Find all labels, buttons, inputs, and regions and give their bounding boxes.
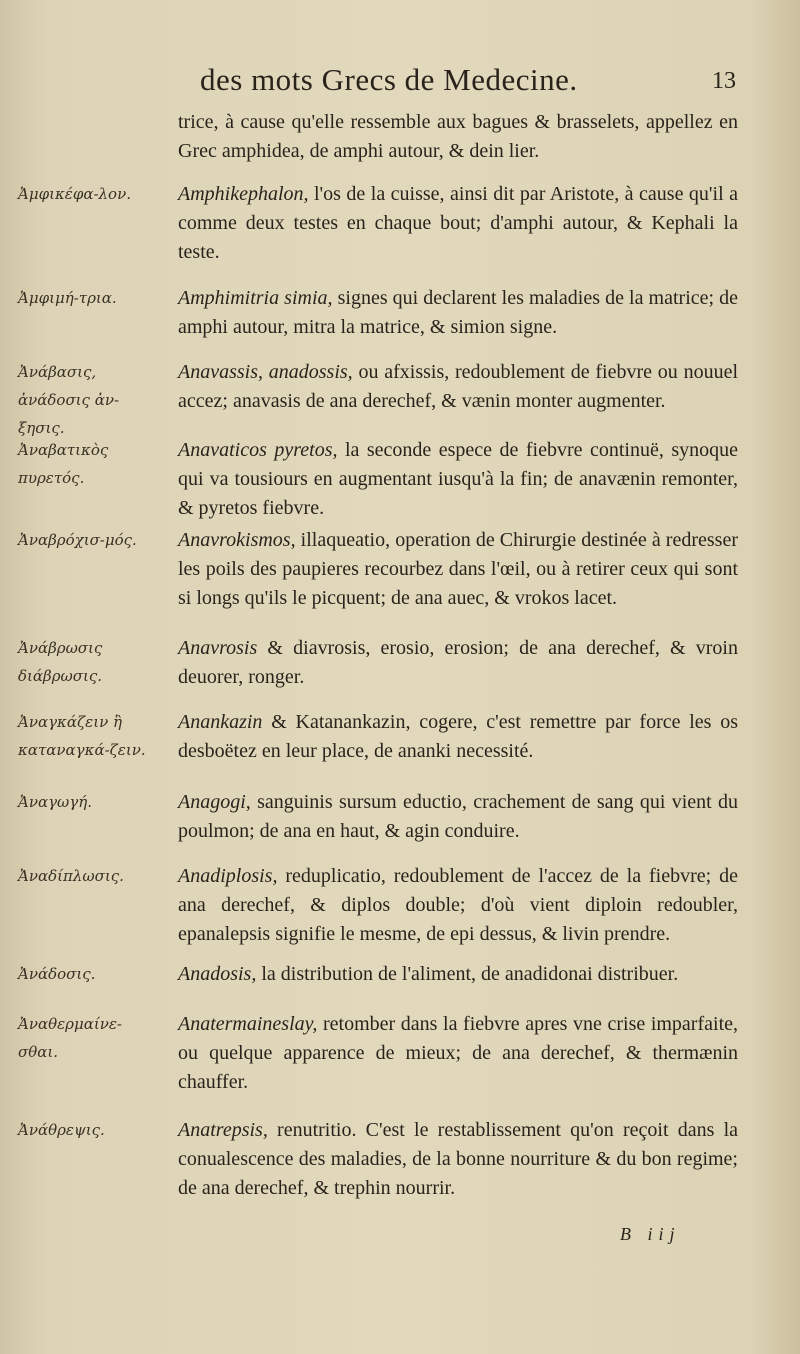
greek-headword: Ἀναθερμαίνε-σθαι. [18, 1015, 122, 1061]
entry-text: Anavaticos pyretos, la seconde espece de fiebvre continuë, synoque qui va tousiours en augmentant iusqu'à la fin; de anavænin remonter, & pyretos fiebvre. [178, 439, 738, 519]
greek-headword: Ἀναβρόχισ-μός. [18, 531, 137, 549]
greek-headword: Ἀνάδοσις. [18, 965, 96, 983]
entry-text: Anatrepsis, renutritio. C'est le restablissement qu'on reçoit dans la conualescence des maladies, de la bonne nourriture & du bon regime; de ana derechef, & trephin nourrir. [178, 1119, 738, 1199]
greek-headword: Ἀναγκάζειν ἢ καταναγκά-ζειν. [18, 713, 146, 759]
running-title: des mots Grecs de Medecine. [200, 62, 578, 97]
entry-text: Anadosis, la distribution de l'aliment, de anadidonai distribuer. [178, 963, 679, 985]
page-header [0, 62, 800, 108]
entry-text: Anavassis, anadossis, ou afxissis, redoublement de fiebvre ou nouuel accez; anavasis de ana derechef, & vænin monter augmenter. [178, 361, 739, 412]
entry-text: Anadiplosis, reduplicatio, redoublement de l'accez de la fiebvre; de ana derechef, & diplos double; d'où vient diploin redoubler, epanalepsis signifie le mesme, de epi dessus, & livin prendre. [178, 865, 738, 945]
book-page: des mots Grecs de Medecine. 13 trice, à cause qu'elle ressemble aux bagues & brasselets, appellez en Grec amphidea, de amphi autour, & dein lier. Ἀμφικέφα-λον. Amphikephalon, l'os de la cuisse, ainsi dit par Aristote, à cause qu'il a comme deux testes en chaque bout; d'amphi autour, & Kephali la teste. Ἀμφιμή-τρια. Amphimitria simia, signes qui declarent les maladies de la matrice; de amphi autour, mitra la matrice, & simion signe. Ἀνάβασις, ἀνάδοσις ἀν-ξησις. Anavassis, anadossis, ou afxissis, redoublement de fiebvre ou nouuel accez; anavasis de ana derechef, & vænin monter augmenter. Ἀναβατικὸς πυρετός. Anavaticos pyretos, la seconde espece de fiebvre continuë, synoque qui va tousiours en augmentant iusqu'à la fin; de anavænin remonter, & pyretos fiebvre. Ἀναβρόχισ-μός. Anavrokismos, illaqueatio, operation de Chirurgie destinée à redresser les poils des paupieres recourbez dans l'œil, ou à retirer ceux qui sont si longs qu'ils le picquent; de ana auec, & vrokos lacet. Ἀνάβρωσις διάβρωσις. Anavrosis & diavrosis, erosio, erosion; de ana derechef, & vroin deuorer, ronger. Ἀναγκάζειν ἢ καταναγκά-ζειν. Anankazin & Katanankazin, cogere, c'est remettre par force les os desboëtez en leur place, de ananki necessité. Ἀναγωγή. Anagogi, sanguinis sursum eductio, crachement de sang qui vient du poulmon; de ana en haut, & agin conduire. Ἀναδίπλωσις. Anadiplosis, reduplicatio, redoublement de l'accez de la fiebvre; de ana derechef, & diplos double; d'où vient diploin redoubler, epanalepsis signifie le mesme, de epi dessus, & livin prendre. Ἀνάδοσις. Anadosis, la distribution de l'aliment, de anadidonai distribuer. Ἀναθερμαίνε-σθαι. Anatermaineslay, retomber dans la fiebvre apres vne crise imparfaite, ou quelque apparence de mieux; de ana derechef, & thermænin chauffer. Ἀνάθρεψις. Anatrepsis, renutritio. C'est le restablissement qu'on reçoit dans la conualescence des maladies, de la bonne nourriture & du bon regime; de ana derechef, & trephin nourrir. B iij [0, 0, 800, 1354]
greek-headword: Ἀμφικέφα-λον. [18, 185, 131, 203]
entry-text: Anatermaineslay, retomber dans la fiebvre apres vne crise imparfaite, ou quelque apparence de mieux; de ana derechef, & thermænin chauffer. [178, 1013, 738, 1093]
greek-headword: Ἀναβατικὸς πυρετός. [18, 441, 109, 487]
greek-headword: Ἀνάβασις, ἀνάδοσις ἀν-ξησις. [18, 363, 120, 437]
entry-text: Amphimitria simia, signes qui declarent les maladies de la matrice; de amphi autour, mitra la matrice, & simion signe. [178, 287, 739, 338]
entry-text: Amphikephalon, l'os de la cuisse, ainsi dit par Aristote, à cause qu'il a comme deux testes en chaque bout; d'amphi autour, & Kephali la teste. [178, 183, 738, 263]
entry-text: Anavrosis & diavrosis, erosio, erosion; de ana derechef, & vroin deuorer, ronger. [178, 637, 738, 688]
entry-text: Anagogi, sanguinis sursum eductio, crachement de sang qui vient du poulmon; de ana en haut, & agin conduire. [178, 791, 738, 842]
greek-headword: Ἀναγωγή. [18, 793, 92, 811]
greek-headword: Ἀνάθρεψις. [18, 1121, 105, 1139]
entry-text: Anavrokismos, illaqueatio, operation de Chirurgie destinée à redresser les poils des paupieres recourbez dans l'œil, ou à retirer ceux qui sont si longs qu'ils le picquent; de ana auec, & vrokos lacet. [178, 529, 738, 609]
entry-text: Anankazin & Katanankazin, cogere, c'est remettre par force les os desboëtez en leur place, de ananki necessité. [178, 711, 738, 762]
page-number: 13 [712, 68, 736, 94]
greek-headword: Ἀμφιμή-τρια. [18, 289, 117, 307]
greek-headword: Ἀναδίπλωσις. [18, 867, 124, 885]
greek-headword: Ἀνάβρωσις διάβρωσις. [18, 639, 103, 685]
signature-mark: B iij [620, 1224, 681, 1244]
